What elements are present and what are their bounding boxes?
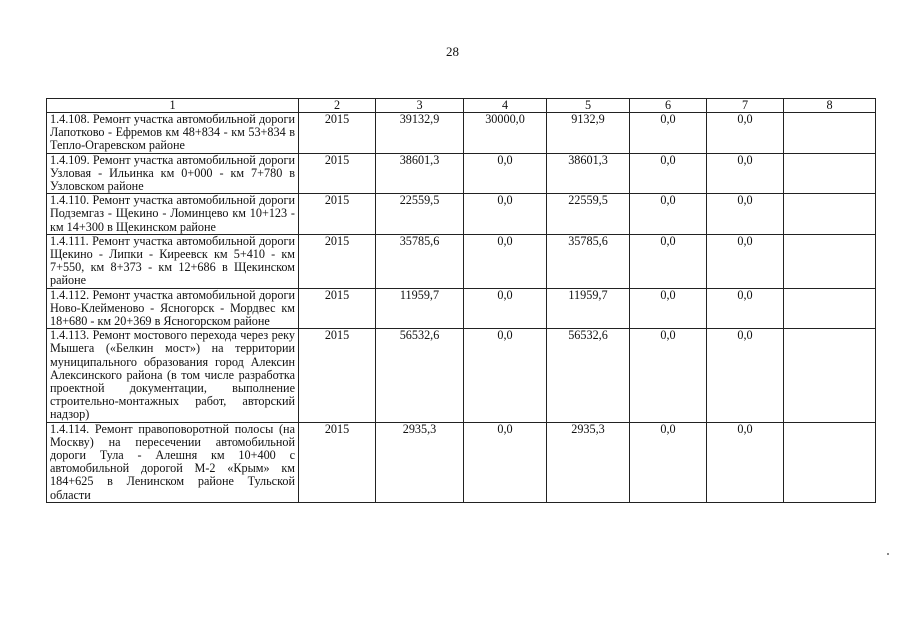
page-number: 28 — [446, 44, 459, 59]
row-description: 1.4.108. Ремонт участка автомобильной дороги Лапотково - Ефремов км 48+834 - км 53+834 в Тепло-Огаревском районе — [47, 113, 299, 154]
row-col5: 9132,9 — [547, 113, 630, 154]
row-col7: 0,0 — [707, 288, 784, 329]
row-col6: 0,0 — [630, 234, 707, 288]
row-col3: 11959,7 — [376, 288, 464, 329]
table-row — [47, 329, 876, 422]
table-row — [47, 288, 876, 329]
row-col8 — [784, 153, 876, 194]
row-year: 2015 — [299, 153, 376, 194]
row-col8 — [784, 194, 876, 235]
row-description: 1.4.109. Ремонт участка автомобильной дороги Узловая - Ильинка км 0+000 - км 7+780 в Узловском районе — [47, 153, 299, 194]
row-col7: 0,0 — [707, 422, 784, 502]
table-row — [47, 234, 876, 288]
row-col4: 0,0 — [464, 194, 547, 235]
row-col7: 0,0 — [707, 329, 784, 422]
column-header-6: 6 — [630, 99, 707, 113]
table-row — [47, 194, 876, 235]
row-col5: 35785,6 — [547, 234, 630, 288]
row-col3: 56532,6 — [376, 329, 464, 422]
row-year: 2015 — [299, 234, 376, 288]
row-description: 1.4.114. Ремонт правоповоротной полосы (на Москву) на пересечении автомобильной дороги Тула - Алешня км 10+400 с автомобильной дорогой М-2 «Крым» км 184+625 в Ленинском районе Тульской области — [47, 422, 299, 502]
column-header-8: 8 — [784, 99, 876, 113]
row-col3: 38601,3 — [376, 153, 464, 194]
row-col5: 22559,5 — [547, 194, 630, 235]
row-year: 2015 — [299, 113, 376, 154]
row-col8 — [784, 422, 876, 502]
table-row — [47, 113, 876, 154]
row-description: 1.4.113. Ремонт мостового перехода через реку Мышега («Белкин мост») на территории муниципального образования город Алексин Алексинского района (в том числе разработка проектной документации, выполнение строительно-монтажных работ, авторский надзор) — [47, 329, 299, 422]
row-col5: 38601,3 — [547, 153, 630, 194]
row-year: 2015 — [299, 194, 376, 235]
row-description: 1.4.111. Ремонт участка автомобильной дороги Щекино - Липки - Киреевск км 5+410 - км 7+550, км 8+373 - км 12+686 в Щекинском районе — [47, 234, 299, 288]
table-row — [47, 422, 876, 502]
row-col5: 11959,7 — [547, 288, 630, 329]
table-row — [47, 153, 876, 194]
row-col6: 0,0 — [630, 329, 707, 422]
row-col6: 0,0 — [630, 113, 707, 154]
row-col4: 0,0 — [464, 422, 547, 502]
column-header-1: 1 — [47, 99, 299, 113]
row-col3: 22559,5 — [376, 194, 464, 235]
scan-speck — [887, 553, 889, 555]
column-header-7: 7 — [707, 99, 784, 113]
row-col7: 0,0 — [707, 153, 784, 194]
row-col6: 0,0 — [630, 422, 707, 502]
row-col8 — [784, 113, 876, 154]
row-col7: 0,0 — [707, 234, 784, 288]
row-col4: 0,0 — [464, 288, 547, 329]
column-header-3: 3 — [376, 99, 464, 113]
row-col7: 0,0 — [707, 194, 784, 235]
row-col5: 56532,6 — [547, 329, 630, 422]
row-col7: 0,0 — [707, 113, 784, 154]
row-col3: 2935,3 — [376, 422, 464, 502]
row-col3: 35785,6 — [376, 234, 464, 288]
row-year: 2015 — [299, 288, 376, 329]
column-header-2: 2 — [299, 99, 376, 113]
row-col6: 0,0 — [630, 288, 707, 329]
row-year: 2015 — [299, 329, 376, 422]
row-description: 1.4.110. Ремонт участка автомобильной дороги Подземгаз - Щекино - Ломинцево км 10+123 - км 14+300 в Щекинском районе — [47, 194, 299, 235]
row-col5: 2935,3 — [547, 422, 630, 502]
row-col6: 0,0 — [630, 194, 707, 235]
budget-table — [46, 98, 876, 503]
row-description: 1.4.112. Ремонт участка автомобильной дороги Ново-Клейменово - Ясногорск - Мордвес км 18+680 - км 20+369 в Ясногорском районе — [47, 288, 299, 329]
row-col4: 0,0 — [464, 153, 547, 194]
row-year: 2015 — [299, 422, 376, 502]
row-col8 — [784, 288, 876, 329]
row-col8 — [784, 329, 876, 422]
row-col4: 30000,0 — [464, 113, 547, 154]
table-header-row — [47, 99, 876, 113]
row-col4: 0,0 — [464, 234, 547, 288]
row-col6: 0,0 — [630, 153, 707, 194]
column-header-4: 4 — [464, 99, 547, 113]
row-col4: 0,0 — [464, 329, 547, 422]
row-col8 — [784, 234, 876, 288]
column-header-5: 5 — [547, 99, 630, 113]
row-col3: 39132,9 — [376, 113, 464, 154]
